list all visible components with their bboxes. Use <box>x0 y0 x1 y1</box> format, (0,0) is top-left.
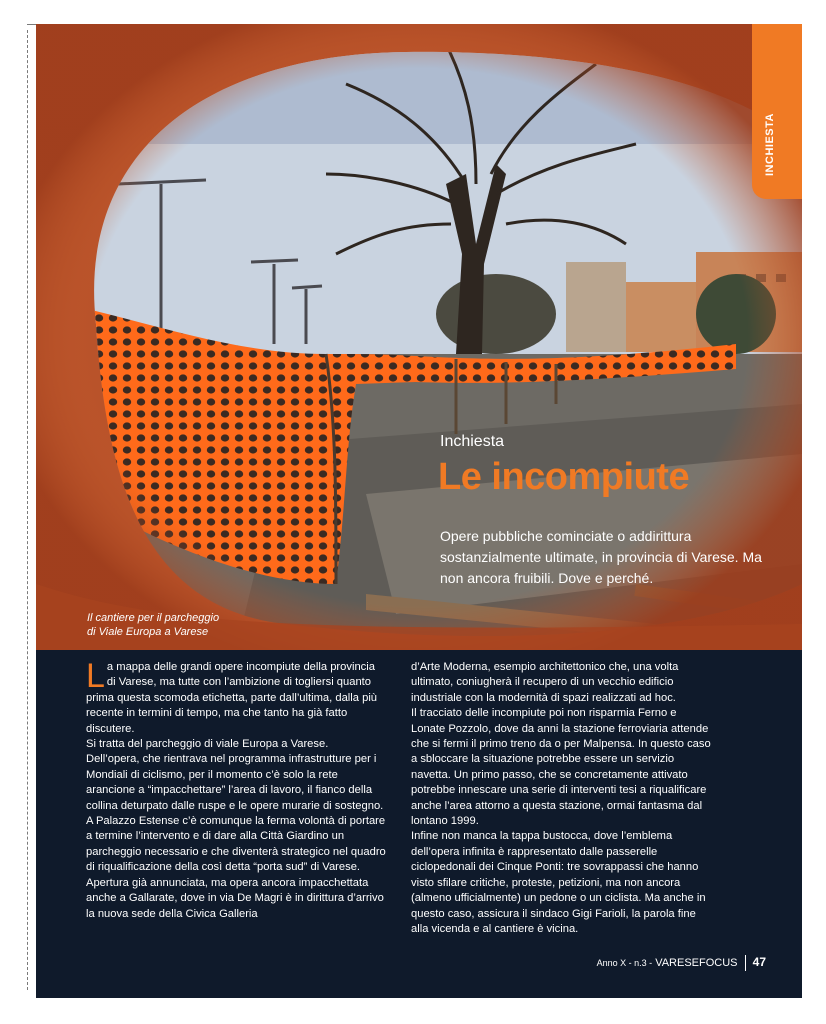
section-tab-label: INCHIESTA <box>764 113 776 176</box>
page-footer <box>596 955 766 975</box>
photo-caption-line-2: di Viale Europa a Varese <box>87 626 209 638</box>
body-column-right <box>411 660 711 937</box>
footer-divider <box>745 955 746 971</box>
paragraph: Dell’opera, che rientrava nel programma infrastrutture per i Mondiali di ciclismo, per il momento c’è solo la rete arancione a “impacchettare” l’area di lavoro, il fianco della collina deturpato dalle ruspe e le opere murarie di sostegno. A Palazzo Estense c’è comunque la ferma volontà di portare a termine l’intervento e di dare alla Città Giardino un parcheggio necessario e che diventerà strategico nel quadro di riqualificazione della così detta “porta sud” di Varese. <box>86 753 386 874</box>
crop-mark-left <box>27 30 28 990</box>
photo-caption-line-1: Il cantiere per il parcheggio <box>87 612 220 624</box>
section-tab <box>752 24 802 199</box>
paragraph: Apertura già annunciata, ma opera ancora impacchettata anche a Gallarate, dove in via De Magri è in dirittura d’arrivo la nuova sede della Civica Galleria <box>86 876 384 920</box>
article-kicker: Inchiesta <box>440 433 505 450</box>
magazine-name: VARESEFOCUS <box>655 957 738 969</box>
paragraph: a mappa delle grandi opere incompiute della provincia di Varese, ma tutte con l’ambizione di togliersi quanto prima questa scomoda etichetta, parte dall’ultima, dalla più recente in termini di tempo, ma che tanto ha già fatto discutere. <box>86 661 378 735</box>
paragraph: Infine non manca la tappa bustocca, dove l’emblema dell’opera infinita è rappresentato dalle passerelle ciclopedonali dei Cinque Ponti: tre sovrappassi che hanno visto sfilare critiche, proteste, petizioni, ma non ancora (almeno ufficialmente) un pedone o un ciclista. Ma anche in questo caso, assicura il sindaco Gigi Farioli, la parola fine alla vicenda e al cantiere è vicina. <box>411 830 706 935</box>
page-number: 47 <box>752 955 766 969</box>
paragraph: Il tracciato delle incompiute poi non risparmia Ferno e Lonate Pozzolo, dove da anni la stazione ferroviaria attende che si fermi il primo treno da o per Malpensa. In questo caso a sbloccare la situazione potrebbe essere un servizio navetta. Un primo passo, che se concretamente attivato potrebbe innescare una serie di interventi tesi a riqualificare anche l’area attorno a questa stazione, ormai fantasma dal lontano 1999. <box>411 707 711 828</box>
issue-info: Anno X - n.3 - <box>596 958 653 968</box>
page <box>36 24 802 998</box>
paragraph: d’Arte Moderna, esempio architettonico che, una volta ultimato, coniugherà il recupero di un vecchio edificio industriale con la modernità di spazi realizzati ad hoc. <box>411 661 679 704</box>
paragraph: Si tratta del parcheggio di viale Europa a Varese. <box>86 738 329 751</box>
drop-cap: L <box>86 657 105 695</box>
body-column-left <box>86 657 386 922</box>
header-photo <box>36 24 802 650</box>
article-deck: Opere pubbliche cominciate o addirittura sostanzialmente ultimate, in provincia di Varese. Ma non ancora fruibili. Dove e perché. <box>440 528 762 586</box>
photo-caption <box>87 611 307 639</box>
article-title: Le incompiute <box>438 456 690 498</box>
